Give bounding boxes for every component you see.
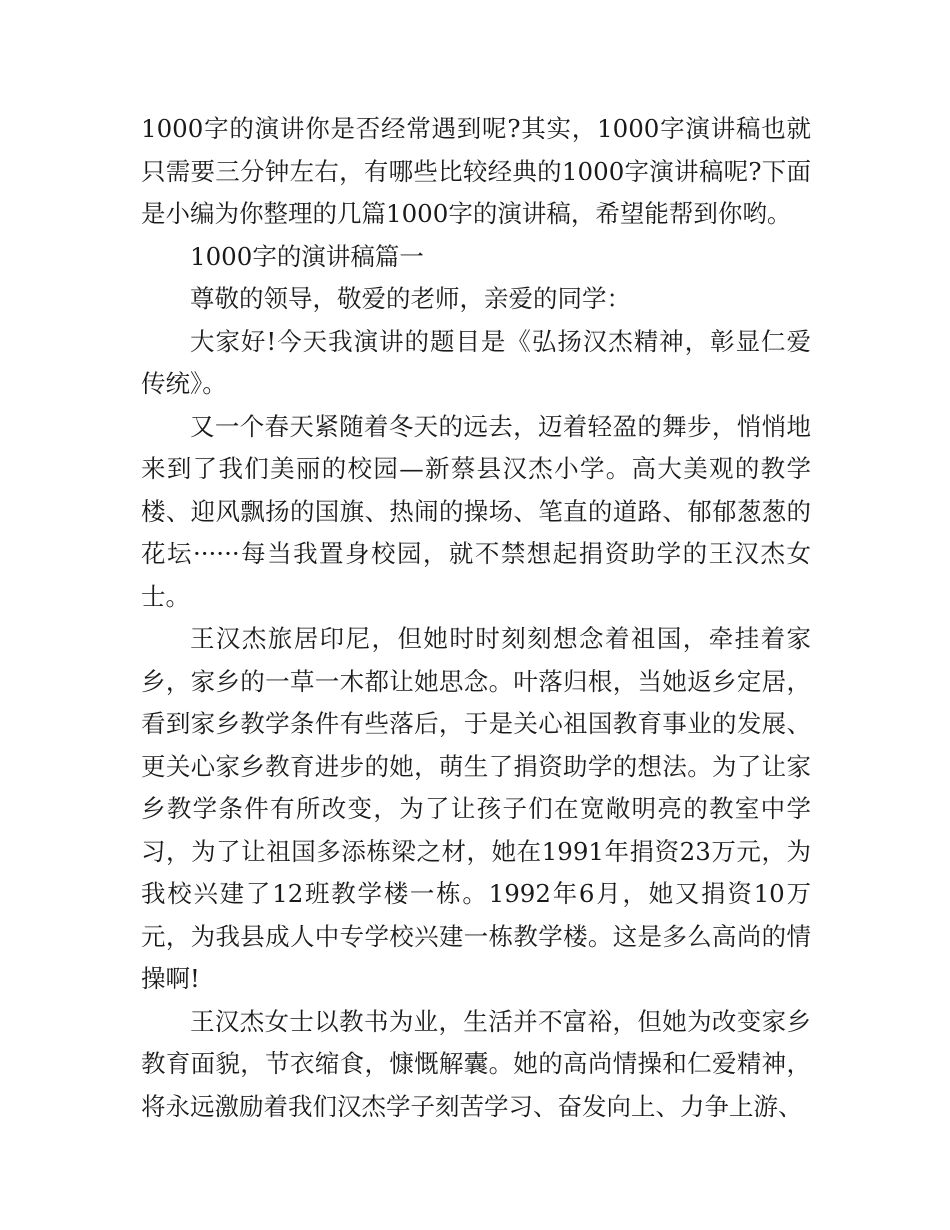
salutation: 尊敬的领导，敬爱的老师，亲爱的同学： [190,284,631,313]
speech-heading: 1000字的演讲稿篇一 [190,241,424,271]
body-paragraph: 大家好!今天我演讲的题目是《弘扬汉杰精神，彰显仁爱传统》。 [141,326,811,398]
body-paragraph: 王汉杰旅居印尼，但她时时刻刻想念着祖国，牵挂着家乡，家乡的一草一木都让她思念。叶落归根，当她返乡定居，看到家乡教学条件有些落后，于是关心祖国教育事业的发展、更关心家乡教育进步的她，萌生了捐资助学的想法。为了让家乡教学条件有所改变，为了让孩子们在宽敞明亮的教室中学习，为了让祖国多添栋梁之材，她在1991年捐资23万元，为我校兴建了12班教学楼一栋。1992年6月，她又捐资10万元，为我县成人中专学校兴建一栋教学楼。这是多么高尚的情操啊! [141,624,811,993]
intro-paragraph: 1000字的演讲你是否经常遇到呢?其实，1000字演讲稿也就只需要三分钟左右，有哪些比较经典的1000字演讲稿呢?下面是小编为你整理的几篇1000字的演讲稿，希望能帮到你哟。 [141,114,811,228]
body-paragraph: 王汉杰女士以教书为业，生活并不富裕，但她为改变家乡教育面貌，节衣缩食，慷慨解囊。她的高尚情操和仁爱精神，将永远激励着我们汉杰学子刻苦学习、奋发向上、力争上游、 [141,1006,811,1121]
body-paragraph: 又一个春天紧随着冬天的远去，迈着轻盈的舞步，悄悄地来到了我们美丽的校园—新蔡县汉杰小学。高大美观的教学楼、迎风飘扬的国旗、热闹的操场、笔直的道路、郁郁葱葱的花坛······每当我置身校园，就不禁想起捐资助学的王汉杰女士。 [141,411,811,611]
document-body [141,108,811,1128]
